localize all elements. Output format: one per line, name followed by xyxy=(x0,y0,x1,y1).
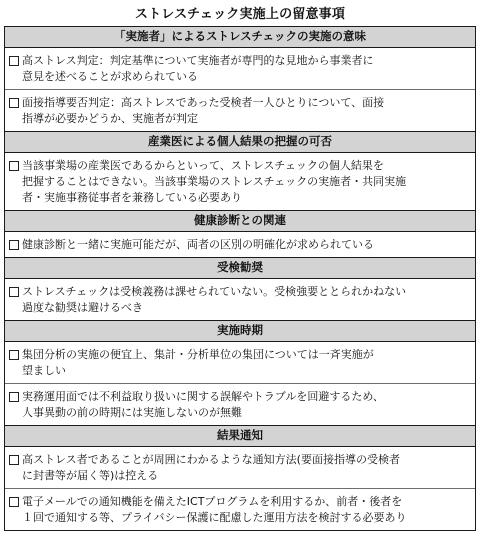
checklist-item xyxy=(5,342,475,384)
section-header: 産業医による個人結果の把握の可否 xyxy=(5,131,475,153)
section-header: 結果通知 xyxy=(5,425,475,447)
section-health-checkup xyxy=(5,210,475,257)
checklist-item-text: 実務運用面では不利益取り扱いに関する誤解やトラブルを回避するため、 人事異動の前の時期には実施しないのが無難 xyxy=(22,390,384,419)
checklist-item xyxy=(5,232,475,257)
checkbox-icon xyxy=(9,455,19,465)
section-header: 受検勧奨 xyxy=(5,257,475,279)
checklist-item-text: 面接指導要否判定：高ストレスであった受検者一人ひとりについて、面接 指導が必要かどうか、実施者が判定 xyxy=(22,96,385,125)
checklist-item-text: 当該事業場の産業医であるからといって、ストレスチェックの個人結果を 把握することはできない。当該事業場のストレスチェックの実施者・共同実施 者・実施事務従事者を兼務している必要あり xyxy=(22,159,407,204)
checklist-item xyxy=(5,90,475,131)
checklist-item-text: 高ストレス判定：判定基準について実施者が専門的な見地から事業者に 意見を述べることが求められている xyxy=(22,54,374,83)
checkbox-icon xyxy=(9,350,19,360)
checklist-item xyxy=(5,153,475,210)
checkbox-icon xyxy=(9,240,19,250)
section-header: 健康診断との関連 xyxy=(5,210,475,232)
section-occupational-physician xyxy=(5,131,475,210)
checklist-item-text: 電子メールでの通知機能を備えたICTプログラムを利用するか、前者・後者を １回で通知する等、プライバシー保護に配慮した運用方法を検討する必要あり xyxy=(22,495,407,524)
section-timing xyxy=(5,320,475,425)
section-result-notification xyxy=(5,425,475,530)
checklist-item-text: 集団分析の実施の便宜上、集計・分析単位の集団については一斉実施が 望ましい xyxy=(22,348,374,377)
checkbox-icon xyxy=(9,497,19,507)
checklist-item xyxy=(5,279,475,320)
checklist-item-text: ストレスチェックは受検義務は課せられていない。受検強要ととられかねない 過度な勧奨は避けるべき xyxy=(22,285,407,314)
checklist-item-text: 健康診断と一緒に実施可能だが、両者の区別の明確化が求められている xyxy=(22,238,374,251)
section-implementer xyxy=(5,27,475,131)
checklist-item xyxy=(5,384,475,425)
section-encouragement xyxy=(5,257,475,320)
checkbox-icon xyxy=(9,161,19,171)
checkbox-icon xyxy=(9,98,19,108)
checkbox-icon xyxy=(9,392,19,402)
checklist-item xyxy=(5,489,475,530)
checklist-item xyxy=(5,447,475,489)
section-header: 「実施者」によるストレスチェックの実施の意味 xyxy=(5,27,475,48)
checklist-item xyxy=(5,48,475,90)
document-title: ストレスチェック実施上の留意事項 xyxy=(134,7,346,22)
checklist-item-text: 高ストレス者であることが周囲にわかるような通知方法(要面接指導の受検者 に封書等が届く等)は控える xyxy=(22,453,400,482)
section-header: 実施時期 xyxy=(5,320,475,342)
checkbox-icon xyxy=(9,56,19,66)
checkbox-icon xyxy=(9,287,19,297)
checklist-table xyxy=(4,26,476,531)
